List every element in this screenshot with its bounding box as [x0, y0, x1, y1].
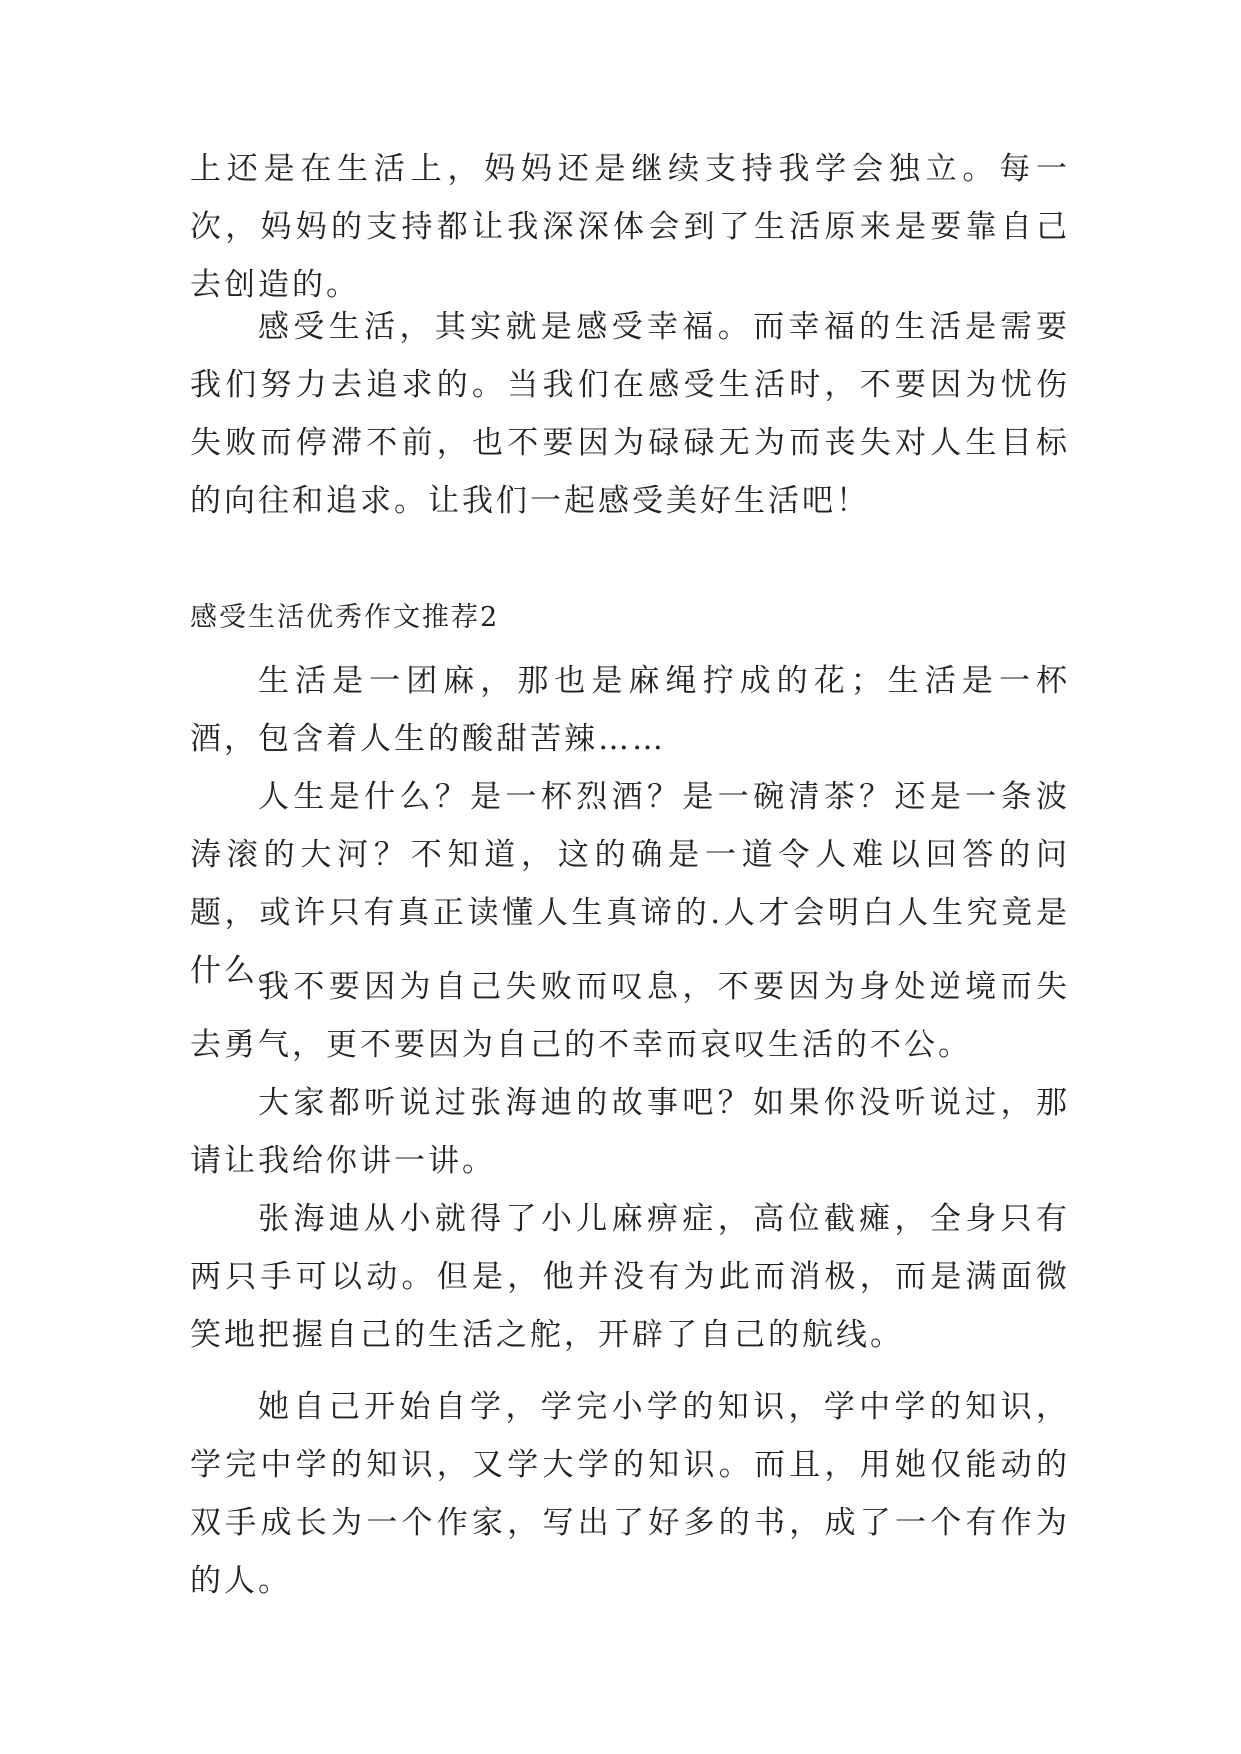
paragraph: 我不要因为自己失败而叹息，不要因为身处逆境而失去勇气，更不要因为自己的不幸而哀叹生活的不公。 [190, 969, 1070, 1063]
paragraph: 人生是什么？是一杯烈酒？是一碗清茶？还是一条波涛滚的大河？不知道，这的确是一道令人难以回答的问题，或许只有真正读懂人生真谛的.人才会明白人生究竟是什么。 [190, 779, 1070, 989]
paragraph: 生活是一团麻，那也是麻绳拧成的花；生活是一杯酒，包含着人生的酸甜苦辣…… [190, 663, 1070, 757]
paragraph: 大家都听说过张海迪的故事吧？如果你没听说过，那请让我给你讲一讲。 [190, 1085, 1070, 1179]
paragraph: 张海迪从小就得了小儿麻痹症，高位截瘫，全身只有两只手可以动。但是，他并没有为此而消极，而是满面微笑地把握自己的生活之舵，开辟了自己的航线。 [190, 1201, 1070, 1353]
section-title: 感受生活优秀作文推荐2 [190, 602, 500, 633]
paragraph: 她自己开始自学，学完小学的知识，学中学的知识，学完中学的知识，又学大学的知识。而且，用她仅能动的双手成长为一个作家，写出了好多的书，成了一个有作为的人。 [190, 1389, 1070, 1599]
paragraph: 感受生活，其实就是感受幸福。而幸福的生活是需要我们努力去追求的。当我们在感受生活时，不要因为忧伤失败而停滞不前，也不要因为碌碌无为而丧失对人生目标的向往和追求。让我们一起感受美好生活吧！ [190, 309, 1070, 519]
paragraph: 上还是在生活上，妈妈还是继续支持我学会独立。每一次，妈妈的支持都让我深深体会到了生活原来是要靠自己去创造的。 [190, 151, 1070, 303]
